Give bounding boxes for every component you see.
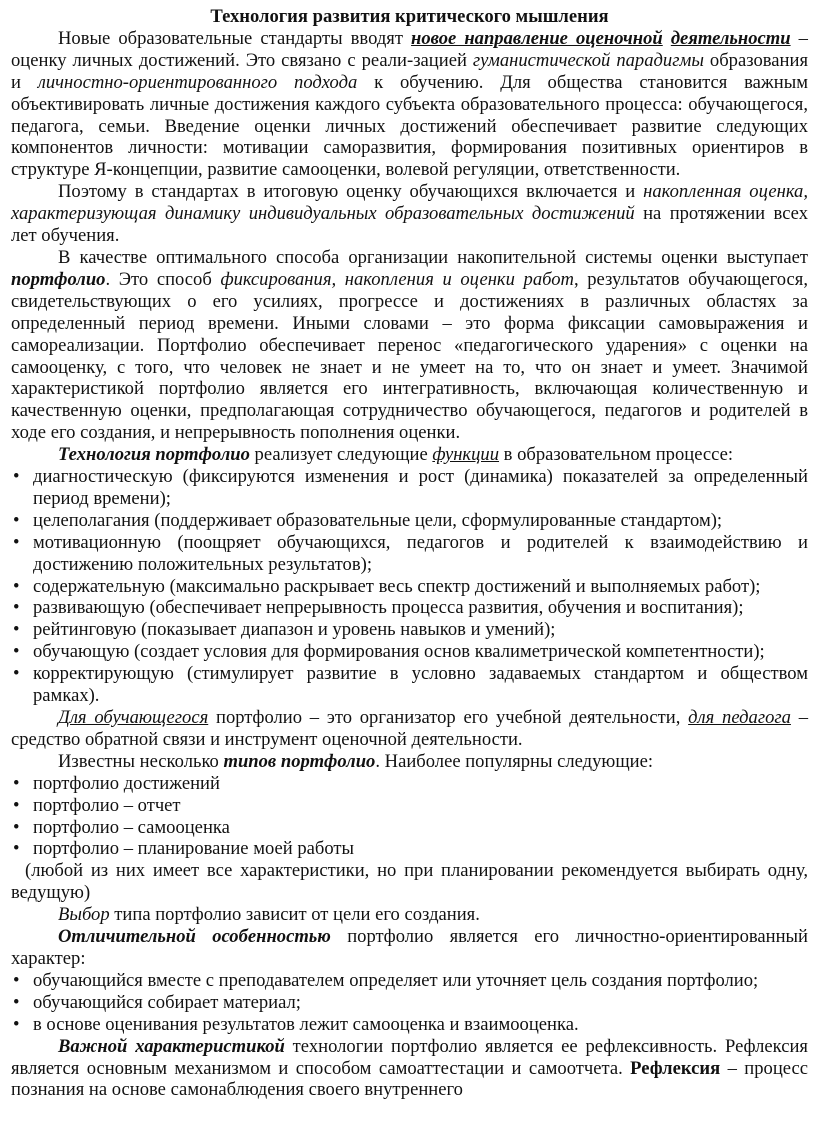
- list-item: • портфолио достижений: [13, 772, 220, 794]
- paragraph-choice: Выбор типа портфолио зависит от цели его создания.: [58, 904, 480, 926]
- paragraph-distinctive-feature: Отличительной особенностью портфолио является его личностно-ориентированный характер:: [11, 926, 808, 969]
- features-list: [11, 970, 808, 1036]
- bullet-icon: •: [13, 969, 20, 991]
- emphasis-accumulated-grade: накопленная оценка, характеризующая динамику индивидуальных образовательных достижений: [11, 181, 808, 225]
- paragraph-for-student: Для обучающегося портфолио – это организатор его учебной деятельности, для педагога – средство обратной связи и инструмент оценочной деятельности.: [11, 707, 808, 750]
- functions-list: [11, 466, 808, 707]
- paragraph-accumulated-grade: Поэтому в стандартах в итоговую оценку обучающихся включается и накопленная оценка, характеризующая динамику индивидуальных образовательных достижений на протяжении всех лет обучения.: [11, 181, 808, 247]
- list-item: • портфолио – самооценка: [13, 816, 230, 838]
- emphasis-humanistic-paradigm: гуманистической парадигмы: [472, 49, 704, 71]
- list-item: • в основе оценивания результатов лежит самооценка и взаимооценка.: [13, 1013, 579, 1035]
- list-item: • содержательную (максимально раскрывает весь спектр достижений и выполняемых работ);: [13, 575, 761, 597]
- bullet-icon: •: [13, 531, 20, 553]
- list-item: • обучающийся вместе с преподавателем определяет или уточняет цель создания портфолио;: [13, 969, 759, 991]
- bullet-icon: •: [13, 663, 20, 685]
- emphasis-distinctive-feature: Отличительной особенностью: [58, 926, 331, 948]
- types-list: [11, 773, 808, 861]
- list-item: • корректирующую (стимулирует развитие в условно задаваемых стандартом и обществом рамках).: [13, 663, 808, 707]
- bullet-icon: •: [13, 509, 20, 531]
- list-item: • обучающийся собирает материал;: [13, 991, 301, 1013]
- emphasis-activity: деятельности: [670, 27, 791, 49]
- list-item: • мотивационную (поощряет обучающихся, педагогов и родителей к взаимодействию и достижению положительных результатов);: [13, 531, 808, 575]
- bullet-icon: •: [13, 838, 20, 860]
- bullet-icon: •: [13, 575, 20, 597]
- paragraph-standards: Новые образовательные стандарты вводят новое направление оценочной деятельности – оценку личных достижений. Это связано с реали-зацией гуманистической парадигмы образования и личностно-ориентированного подхода к обучению. Для общества становится важным объективировать личные достижения каждого субъекта образовательного процесса: обучающегося, педагога, семьи. Введение оценки личных достижений обеспечивает развитие следующих компонентов личности: мотивации саморазвития, формирования позитивных ориентиров в структуре Я-концепции, развитие самооценки, волевой регуляции, ответственности.: [11, 27, 808, 181]
- bullet-icon: •: [13, 619, 20, 641]
- emphasis-portfolio-technology: Технология портфолио: [58, 444, 250, 466]
- list-item: • целеполагания (поддерживает образовательные цели, сформулированные стандартом);: [13, 509, 723, 531]
- emphasis-new-direction: новое направление оценочной: [411, 27, 663, 49]
- emphasis-reflection: Рефлексия: [630, 1057, 721, 1079]
- paragraph-portfolio-definition: В качестве оптимального способа организации накопительной системы оценки выступает портфолио. Это способ фиксирования, накопления и оценки работ, результатов обучающегося, свидетельствующих о его усилиях, прогрессе и достижениях в различных областях за определенный период времени. Иными словами – это форма фиксации самовыражения и самореализации. Портфолио обеспечивает перенос «педагогического ударения» с оценки на самооценку, с того, что человек не знает и не умеет на то, что он знает и умеет. Значимой характеристикой портфолио является его интегративность, включающая количественную и качественную оценки, предполагающая сотрудничество обучающегося, педагогов и родителей в ходе его создания, и непрерывность пополнения оценки.: [11, 246, 808, 444]
- bullet-icon: •: [13, 772, 20, 794]
- list-item: • рейтинговую (показывает диапазон и уровень навыков и умений);: [13, 619, 556, 641]
- bullet-icon: •: [13, 466, 20, 488]
- list-item: • портфолио – планирование моей работы: [13, 838, 355, 860]
- paragraph-functions-intro: Технология портфолио реализует следующие функции в образовательном процессе:: [58, 444, 734, 466]
- bullet-icon: •: [13, 1013, 20, 1035]
- bullet-icon: •: [13, 597, 20, 619]
- list-item: • обучающую (создает условия для формирования основ квалиметрической компетентности);: [13, 641, 765, 663]
- list-item: • развивающую (обеспечивает непрерывность процесса развития, обучения и воспитания);: [13, 597, 744, 619]
- paragraph-reflexivity: Важной характеристикой технологии портфолио является ее рефлексивность. Рефлексия является основным механизмом и способом самоаттестации и самоотчета. Рефлексия – процесс познания на основе самонаблюдения своего внутреннего: [11, 1035, 809, 1101]
- list-item: • диагностическую (фиксируются изменения и рост (динамика) показателей за определенный период времени);: [13, 466, 808, 509]
- paragraph-types-note: (любой из них имеет все характеристики, но при планировании рекомендуется выбирать одну, ведущую): [11, 860, 808, 904]
- emphasis-portfolio-types: типов портфолио: [223, 750, 376, 772]
- paragraph-types-intro: Известны несколько типов портфолио. Наиболее популярны следующие:: [58, 750, 654, 772]
- emphasis-functions: функции: [432, 444, 500, 466]
- emphasis-personal-approach: личностно-ориентированного подхода: [37, 71, 358, 93]
- bullet-icon: •: [13, 641, 20, 663]
- bullet-icon: •: [13, 991, 20, 1013]
- emphasis-fixation: фиксирования, накопления и оценки работ: [220, 268, 574, 290]
- emphasis-for-student: Для обучающегося: [58, 707, 209, 728]
- page-title: Технология развития критического мышления: [210, 6, 609, 27]
- bullet-icon: •: [13, 816, 20, 838]
- emphasis-choice: Выбор: [58, 904, 110, 926]
- emphasis-important-characteristic: Важной характеристикой: [58, 1035, 285, 1057]
- emphasis-portfolio: портфолио: [11, 268, 106, 290]
- emphasis-for-teacher: для педагога: [688, 707, 791, 728]
- list-item: • портфолио – отчет: [13, 794, 181, 816]
- bullet-icon: •: [13, 794, 20, 816]
